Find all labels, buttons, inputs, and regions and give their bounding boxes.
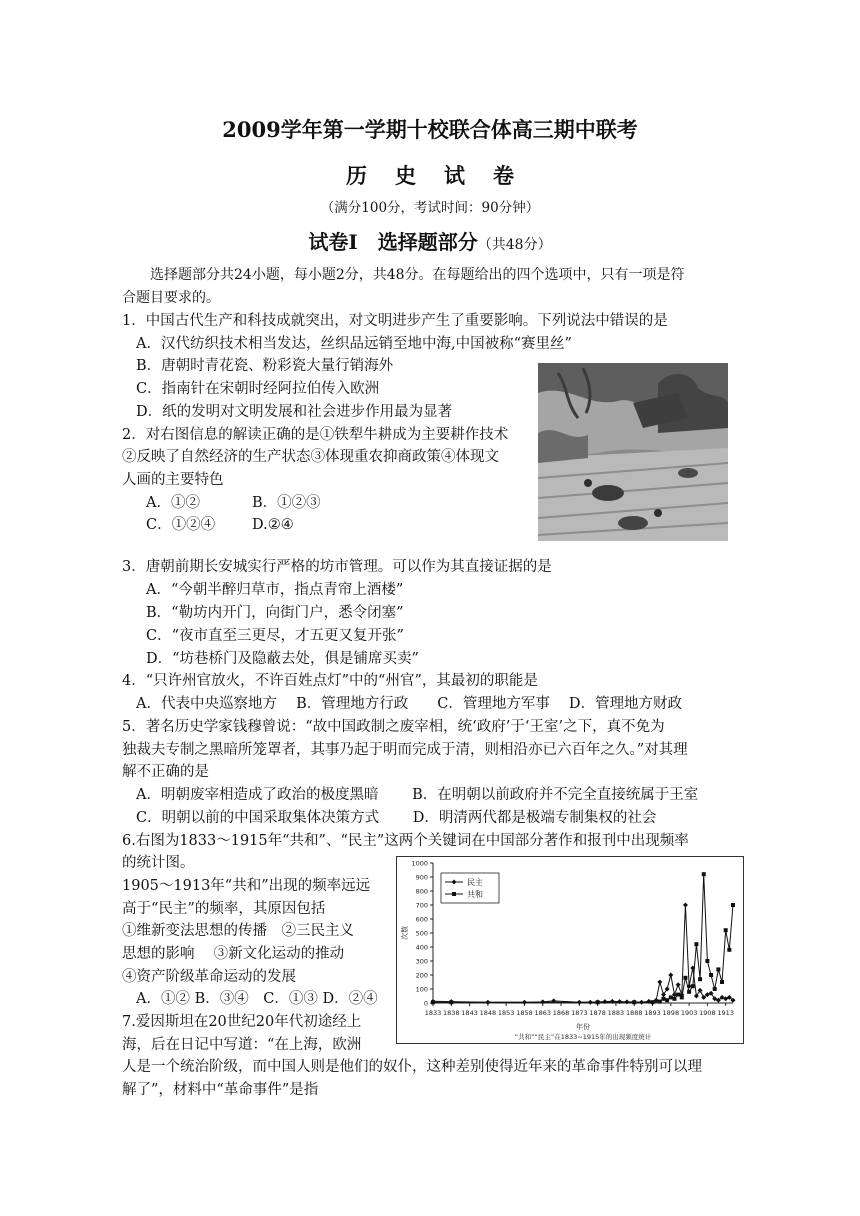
question-7-stem: 7.爱因斯坦在20世纪20年代初途经上 xyxy=(122,1014,362,1030)
question-5-option: C．明朝以前的中国采取集体决策方式 D．明清两代都是极端专制集权的社会 xyxy=(136,810,657,826)
farming-painting-illustration xyxy=(538,363,728,541)
y-tick-label: 500 xyxy=(415,929,428,938)
question-2-option: D.②④ xyxy=(252,517,294,533)
data-point-共和 xyxy=(596,1000,600,1004)
data-point-民主 xyxy=(657,980,662,985)
y-axis-label: 次数 xyxy=(401,926,409,940)
question-7-stem: 人是一个统治阶级，而中国人则是他们的奴仆，这种差别使得近年来的革命事件特别可以理 xyxy=(122,1059,702,1075)
section-note: （共48分） xyxy=(477,237,552,253)
y-tick-label: 600 xyxy=(415,915,428,924)
data-point-共和 xyxy=(676,993,680,997)
question-1-option: D．纸的发明对文明发展和社会进步作用最为显著 xyxy=(136,404,453,420)
y-tick-label: 700 xyxy=(415,901,428,910)
question-1-option: B．唐朝时青花瓷、粉彩瓷大量行销海外 xyxy=(136,358,394,374)
y-tick-label: 800 xyxy=(415,887,428,896)
x-tick-label: 1908 xyxy=(699,1009,716,1017)
data-point-共和 xyxy=(691,984,695,988)
data-point-民主 xyxy=(668,973,673,978)
data-point-共和 xyxy=(669,995,673,999)
data-point-共和 xyxy=(705,959,709,963)
question-3-stem: 3．唐朝前期长安城实行严格的坊市管理。可以作为其直接证据的是 xyxy=(122,559,552,575)
x-tick-label: 1843 xyxy=(461,1009,478,1017)
data-point-共和 xyxy=(716,967,720,971)
farming-painting-image xyxy=(538,363,728,541)
question-5-stem: 解不正确的是 xyxy=(122,764,209,780)
data-point-民主 xyxy=(661,992,666,997)
data-point-共和 xyxy=(665,998,669,1002)
x-tick-label: 1853 xyxy=(497,1009,515,1017)
legend-marker-共和 xyxy=(452,892,456,896)
data-point-共和 xyxy=(702,872,706,876)
question-2-option: B．①②③ xyxy=(252,495,321,511)
legend-label: 共和 xyxy=(467,890,483,899)
y-tick-label: 1000 xyxy=(411,859,428,868)
y-tick-label: 300 xyxy=(415,957,428,966)
x-tick-label: 1833 xyxy=(424,1009,442,1017)
data-point-共和 xyxy=(694,942,698,946)
question-5-option: A．明朝废宰相造成了政治的极度黑暗 B．在明朝以前政府并不完全直接统属于王室 xyxy=(136,787,699,803)
subject-title: 历史试卷 xyxy=(346,163,542,188)
y-tick-label: 900 xyxy=(415,873,428,882)
question-5-stem: 独裁夫专制之黑暗所笼罩者，其事乃起于明而完成于清，则相沿亦已六百年之久。”对其理 xyxy=(122,742,688,758)
question-6-stem: 的统计图。 xyxy=(122,855,195,871)
data-point-共和 xyxy=(731,903,735,907)
question-6-stem: 思想的影响 ③新文化运动的推动 xyxy=(122,946,345,962)
instructions-line: 选择题部分共24小题，每小题2分，共48分。在每题给出的四个选项中，只有一项是符 xyxy=(150,267,685,283)
frequency-chart xyxy=(396,856,744,1044)
x-axis-label: 年份 xyxy=(576,1023,590,1031)
question-2-stem: ②反映了自然经济的生产状态③体现重农抑商政策④体现文 xyxy=(122,449,499,465)
question-5-stem: 5．著名历史学家钱穆曾说：“故中国政制之废宰相，统‘政府’于‘王室’之下，真不免为 xyxy=(122,719,665,735)
x-tick-label: 1888 xyxy=(625,1009,643,1017)
question-6-stem: 6.右图为1833～1915年“共和”、“民主”这两个关键词在中国部分著作和报刊中出现频率 xyxy=(122,833,689,849)
question-1-option: A．汉代纺织技术相当发达，丝织品远销至地中海,中国被称“赛里丝” xyxy=(136,336,572,352)
data-point-共和 xyxy=(724,928,728,932)
section-title-text: 试卷Ⅰ 选择题部分 xyxy=(308,230,478,254)
data-point-民主 xyxy=(698,988,703,993)
question-7-stem: 解了”，材料中“革命事件”是指 xyxy=(122,1082,319,1098)
data-point-共和 xyxy=(431,1000,435,1004)
exam-title: 2009学年第一学期十校联合体高三期中联考 xyxy=(222,117,638,142)
x-tick-label: 1913 xyxy=(717,1009,734,1017)
chart-caption: “共和”“民主”在1833~1915年的出现频度统计 xyxy=(514,1033,652,1041)
question-2-stem: 人画的主要特色 xyxy=(122,472,224,488)
question-1-stem: 1．中国古代生产和科技成就突出，对文明进步产生了重要影响。下列说法中错误的是 xyxy=(122,313,668,329)
y-tick-label: 400 xyxy=(415,943,428,952)
data-point-共和 xyxy=(651,1000,655,1004)
frequency-chart-svg xyxy=(397,857,743,1043)
x-tick-label: 1898 xyxy=(662,1009,680,1017)
data-point-民主 xyxy=(694,994,699,999)
question-1-option: C．指南针在宋朝时经阿拉伯传入欧洲 xyxy=(136,381,380,397)
x-tick-label: 1903 xyxy=(680,1009,698,1017)
section-title xyxy=(0,226,860,255)
data-point-共和 xyxy=(727,948,731,952)
x-tick-label: 1878 xyxy=(589,1009,606,1017)
question-7-stem: 海，后在日记中写道：“在上海，欧洲 xyxy=(122,1037,362,1053)
data-point-民主 xyxy=(676,982,681,987)
data-point-共和 xyxy=(658,1000,662,1004)
legend-label: 民主 xyxy=(467,878,483,887)
question-6-stem: 1905～1913年“共和”出现的频率远远 xyxy=(122,878,371,894)
data-point-共和 xyxy=(449,1000,453,1004)
y-tick-label: 200 xyxy=(415,971,428,980)
y-tick-label: 0 xyxy=(423,999,428,1008)
data-point-共和 xyxy=(709,973,713,977)
data-point-共和 xyxy=(687,990,691,994)
question-3-option: B．“勒坊内开门，向街门户，悉令闭塞” xyxy=(146,605,404,621)
question-6-stem: 高于“民主”的频率，其原因包括 xyxy=(122,901,326,917)
data-point-共和 xyxy=(632,1000,636,1004)
data-point-共和 xyxy=(680,995,684,999)
question-3-option: D．“坊巷桥门及隐蔽去处，俱是铺席买卖” xyxy=(146,651,419,667)
question-2-option: A．①② xyxy=(146,495,200,511)
data-point-共和 xyxy=(661,997,665,1001)
x-tick-label: 1883 xyxy=(607,1009,625,1017)
x-tick-label: 1848 xyxy=(479,1009,497,1017)
x-tick-label: 1863 xyxy=(534,1009,552,1017)
question-3-option: C．“夜市直至三更尽，才五更又复开张” xyxy=(146,628,404,644)
question-3-option: A．“今朝半醉归草市，指点青帘上酒楼” xyxy=(146,582,404,598)
x-tick-label: 1893 xyxy=(644,1009,661,1017)
x-tick-label: 1858 xyxy=(516,1009,533,1017)
x-tick-label: 1868 xyxy=(552,1009,570,1017)
question-6-stem: ④资产阶级革命运动的发展 xyxy=(122,969,296,985)
question-2-stem: 2．对右图信息的解读正确的是①铁犁牛耕成为主要耕作技术 xyxy=(122,427,509,443)
x-tick-label: 1838 xyxy=(443,1009,460,1017)
y-tick-label: 100 xyxy=(415,985,428,994)
question-2-option: C．①②④ xyxy=(146,517,216,533)
data-point-共和 xyxy=(683,976,687,980)
exam-meta: （满分100分，考试时间：90分钟） xyxy=(320,200,540,216)
question-4-stem: 4．“只许州官放火，不许百姓点灯”中的“州官”，其最初的职能是 xyxy=(122,673,538,689)
data-point-共和 xyxy=(713,987,717,991)
data-point-共和 xyxy=(698,977,702,981)
instructions-line: 合题目要求的。 xyxy=(122,290,220,306)
data-point-共和 xyxy=(720,980,724,984)
question-6-stem: ①维新变法思想的传播 ②三民主义 xyxy=(122,923,354,939)
data-point-民主 xyxy=(683,903,688,908)
question-4-options: A．代表中央巡察地方 B．管理地方行政 C．管理地方军事 D．管理地方财政 xyxy=(136,696,683,712)
data-point-共和 xyxy=(672,997,676,1001)
question-6-options: A．①② B．③④ C．①③ D．②④ xyxy=(136,991,378,1007)
x-tick-label: 1873 xyxy=(571,1009,588,1017)
